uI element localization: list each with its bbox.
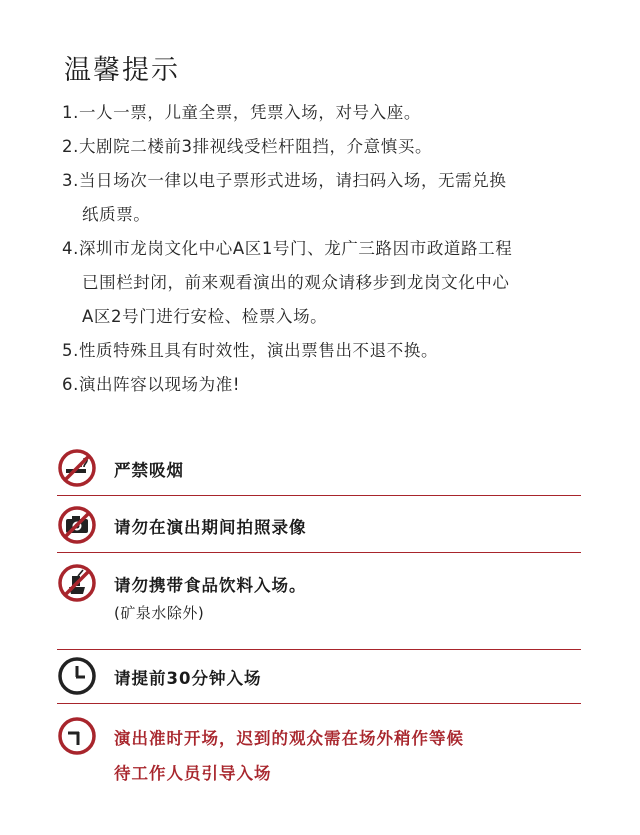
notice-item: 1.一人一票，儿童全票，凭票入场，对号入座。 bbox=[62, 103, 421, 122]
rule-divider bbox=[57, 703, 581, 704]
notice-item: 2.大剧院二楼前3排视线受栏杆阻挡，介意慎买。 bbox=[62, 137, 433, 156]
page-title: 温馨提示 bbox=[64, 55, 180, 86]
notice-item-continuation: 纸质票。 bbox=[82, 205, 151, 224]
no-food-icon bbox=[57, 563, 97, 603]
rule-label: 请勿携带食品饮料入场。 bbox=[114, 576, 307, 595]
notice-list bbox=[62, 96, 622, 402]
rule-label: 请提前30分钟入场 bbox=[114, 669, 262, 688]
rule-sublabel: (矿泉水除外) bbox=[114, 604, 205, 622]
rule-label-line2: 待工作人员引导入场 bbox=[114, 764, 272, 783]
no-camera-icon bbox=[57, 505, 97, 545]
notice-item: 6.演出阵容以现场为准! bbox=[62, 375, 241, 394]
clock-icon bbox=[57, 656, 97, 696]
rule-label-line1: 演出准时开场，迟到的观众需在场外稍作等候 bbox=[114, 729, 464, 748]
notice-item-continuation: 已围栏封闭，前来观看演出的观众请移步到龙岗文化中心 bbox=[82, 273, 510, 292]
rule-label: 严禁吸烟 bbox=[114, 461, 184, 480]
notice-item: 4.深圳市龙岗文化中心A区1号门、龙广三路因市政道路工程 bbox=[62, 239, 513, 258]
rule-divider bbox=[57, 552, 581, 553]
notice-item-continuation: A区2号门进行安检、检票入场。 bbox=[82, 307, 328, 326]
rule-divider bbox=[57, 495, 581, 496]
clock-late-icon bbox=[57, 716, 97, 756]
notice-item: 5.性质特殊且具有时效性，演出票售出不退不换。 bbox=[62, 341, 439, 360]
rule-label: 请勿在演出期间拍照录像 bbox=[114, 518, 307, 537]
notice-item: 3.当日场次一律以电子票形式进场，请扫码入场，无需兑换 bbox=[62, 171, 507, 190]
rule-divider bbox=[57, 649, 581, 650]
no-smoking-icon bbox=[57, 448, 97, 488]
